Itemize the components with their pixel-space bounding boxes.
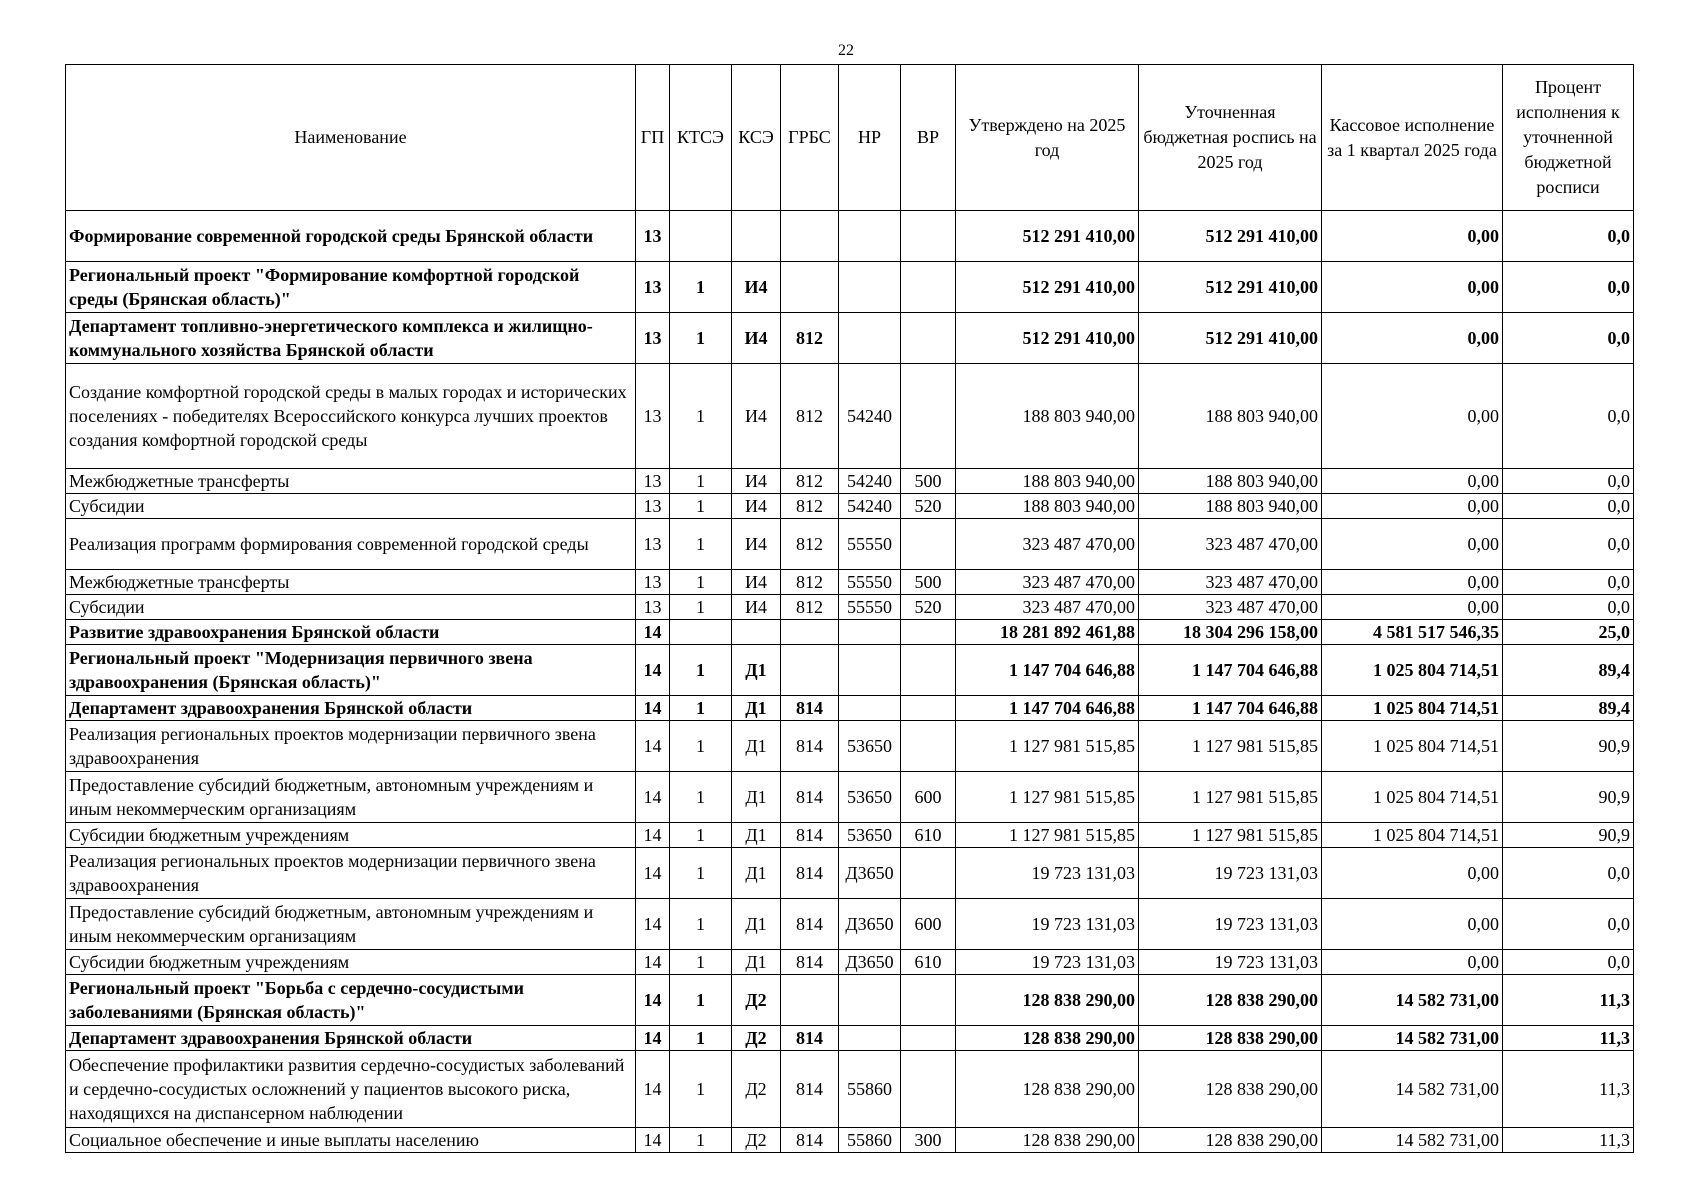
cell-cash: 0,00 [1322,469,1503,494]
cell-nr: 54240 [839,364,901,469]
cell-cash: 1 025 804 714,51 [1322,696,1503,721]
cell-kse: Д2 [732,975,781,1026]
cell-cash: 0,00 [1322,570,1503,595]
cell-kse: Д2 [732,1128,781,1153]
cell-nr [839,975,901,1026]
table-row [66,595,1634,620]
cell-ktse: 1 [670,494,732,519]
cell-grbs: 812 [781,595,839,620]
cell-grbs: 814 [781,1026,839,1051]
cell-nr: 55860 [839,1051,901,1128]
cell-percent: 0,0 [1503,211,1634,262]
cell-approved: 1 127 981 515,85 [956,823,1139,848]
table-row [66,620,1634,645]
cell-vr: 500 [901,570,956,595]
header-percent: Процент исполнения к уточненной бюджетной росписи [1503,65,1634,211]
cell-approved: 323 487 470,00 [956,570,1139,595]
cell-percent: 89,4 [1503,696,1634,721]
cell-approved: 323 487 470,00 [956,519,1139,570]
cell-refined: 1 147 704 646,88 [1139,645,1322,696]
cell-ktse: 1 [670,899,732,950]
cell-grbs: 814 [781,721,839,772]
cell-cash: 4 581 517 546,35 [1322,620,1503,645]
table-row [66,519,1634,570]
cell-cash: 0,00 [1322,848,1503,899]
cell-percent: 0,0 [1503,313,1634,364]
cell-refined: 1 127 981 515,85 [1139,823,1322,848]
cell-grbs: 814 [781,950,839,975]
cell-nr [839,1026,901,1051]
cell-cash: 14 582 731,00 [1322,1128,1503,1153]
table-row [66,772,1634,823]
cell-gp: 14 [636,899,670,950]
cell-percent: 0,0 [1503,848,1634,899]
cell-percent: 11,3 [1503,975,1634,1026]
cell-name: Департамент здравоохранения Брянской области [66,696,636,721]
cell-ktse: 1 [670,772,732,823]
cell-refined: 512 291 410,00 [1139,211,1322,262]
cell-vr: 300 [901,1128,956,1153]
cell-gp: 14 [636,975,670,1026]
cell-grbs: 812 [781,313,839,364]
table-row [66,469,1634,494]
cell-kse: Д1 [732,645,781,696]
cell-name: Департамент здравоохранения Брянской области [66,1026,636,1051]
cell-name: Реализация региональных проектов модернизации первичного звена здравоохранения [66,721,636,772]
cell-refined: 512 291 410,00 [1139,313,1322,364]
table-row [66,211,1634,262]
cell-nr: 55550 [839,595,901,620]
cell-refined: 1 147 704 646,88 [1139,696,1322,721]
cell-name: Формирование современной городской среды Брянской области [66,211,636,262]
cell-percent: 0,0 [1503,494,1634,519]
cell-ktse: 1 [670,823,732,848]
cell-approved: 19 723 131,03 [956,848,1139,899]
cell-refined: 1 127 981 515,85 [1139,772,1322,823]
header-row [66,65,1634,211]
cell-ktse: 1 [670,313,732,364]
cell-nr [839,696,901,721]
cell-nr: 55550 [839,570,901,595]
header-ktse: КТСЭ [670,65,732,211]
cell-vr: 610 [901,823,956,848]
cell-name: Субсидии бюджетным учреждениям [66,950,636,975]
cell-kse: Д1 [732,848,781,899]
cell-grbs [781,975,839,1026]
cell-approved: 1 147 704 646,88 [956,645,1139,696]
cell-name: Субсидии [66,595,636,620]
cell-kse: И4 [732,494,781,519]
cell-gp: 14 [636,721,670,772]
cell-cash: 14 582 731,00 [1322,1026,1503,1051]
cell-refined: 19 723 131,03 [1139,950,1322,975]
cell-ktse: 1 [670,721,732,772]
cell-grbs: 814 [781,823,839,848]
cell-gp: 14 [636,696,670,721]
cell-kse: И4 [732,595,781,620]
header-name: Наименование [66,65,636,211]
cell-kse: Д1 [732,696,781,721]
cell-kse: Д1 [732,772,781,823]
cell-gp: 14 [636,620,670,645]
cell-gp: 13 [636,262,670,313]
cell-name: Департамент топливно-энергетического комплекса и жилищно-коммунального хозяйства Брянской области [66,313,636,364]
cell-gp: 14 [636,1026,670,1051]
cell-refined: 128 838 290,00 [1139,1051,1322,1128]
cell-approved: 19 723 131,03 [956,950,1139,975]
cell-ktse: 1 [670,1051,732,1128]
cell-grbs: 812 [781,570,839,595]
table-row [66,899,1634,950]
cell-cash: 0,00 [1322,211,1503,262]
cell-cash: 0,00 [1322,950,1503,975]
cell-nr: 53650 [839,823,901,848]
cell-gp: 13 [636,519,670,570]
cell-percent: 89,4 [1503,645,1634,696]
budget-table [65,64,1634,1153]
cell-kse: И4 [732,519,781,570]
table-row [66,262,1634,313]
cell-approved: 188 803 940,00 [956,469,1139,494]
cell-ktse: 1 [670,645,732,696]
cell-cash: 0,00 [1322,494,1503,519]
cell-percent: 90,9 [1503,823,1634,848]
cell-vr: 600 [901,772,956,823]
cell-gp: 13 [636,469,670,494]
cell-kse: Д2 [732,1051,781,1128]
cell-name: Региональный проект "Модернизация первичного звена здравоохранения (Брянская область)" [66,645,636,696]
cell-kse [732,211,781,262]
cell-gp: 14 [636,1128,670,1153]
cell-nr: 53650 [839,721,901,772]
cell-approved: 512 291 410,00 [956,211,1139,262]
cell-percent: 0,0 [1503,570,1634,595]
cell-vr [901,696,956,721]
cell-cash: 0,00 [1322,262,1503,313]
cell-ktse: 1 [670,950,732,975]
cell-kse: Д1 [732,899,781,950]
cell-ktse [670,211,732,262]
cell-gp: 13 [636,494,670,519]
cell-gp: 13 [636,595,670,620]
cell-percent: 11,3 [1503,1026,1634,1051]
cell-kse: И4 [732,364,781,469]
table-row [66,950,1634,975]
cell-grbs: 814 [781,899,839,950]
cell-percent: 11,3 [1503,1051,1634,1128]
table-row [66,313,1634,364]
cell-cash: 0,00 [1322,313,1503,364]
cell-name: Субсидии [66,494,636,519]
cell-refined: 19 723 131,03 [1139,899,1322,950]
cell-refined: 323 487 470,00 [1139,570,1322,595]
cell-grbs: 814 [781,696,839,721]
cell-approved: 323 487 470,00 [956,595,1139,620]
cell-gp: 13 [636,313,670,364]
cell-kse: И4 [732,262,781,313]
cell-approved: 188 803 940,00 [956,494,1139,519]
cell-ktse: 1 [670,570,732,595]
cell-grbs [781,262,839,313]
cell-cash: 0,00 [1322,899,1503,950]
cell-grbs: 812 [781,364,839,469]
cell-refined: 19 723 131,03 [1139,848,1322,899]
cell-refined: 512 291 410,00 [1139,262,1322,313]
cell-nr [839,313,901,364]
cell-ktse: 1 [670,1128,732,1153]
cell-refined: 188 803 940,00 [1139,364,1322,469]
cell-ktse: 1 [670,595,732,620]
cell-ktse: 1 [670,1026,732,1051]
cell-vr [901,364,956,469]
header-nr: НР [839,65,901,211]
cell-vr [901,211,956,262]
header-approved: Утверждено на 2025 год [956,65,1139,211]
cell-ktse: 1 [670,519,732,570]
cell-nr [839,262,901,313]
cell-refined: 128 838 290,00 [1139,1128,1322,1153]
cell-name: Региональный проект "Формирование комфортной городской среды (Брянская область)" [66,262,636,313]
cell-grbs [781,645,839,696]
cell-nr: Д3650 [839,899,901,950]
cell-refined: 128 838 290,00 [1139,1026,1322,1051]
cell-nr: Д3650 [839,848,901,899]
cell-gp: 14 [636,950,670,975]
cell-gp: 14 [636,848,670,899]
cell-grbs: 814 [781,1128,839,1153]
cell-cash: 1 025 804 714,51 [1322,721,1503,772]
table-row [66,1026,1634,1051]
cell-kse: И4 [732,469,781,494]
cell-nr [839,620,901,645]
table-row [66,721,1634,772]
cell-name: Межбюджетные трансферты [66,469,636,494]
table-row [66,823,1634,848]
cell-approved: 19 723 131,03 [956,899,1139,950]
cell-approved: 512 291 410,00 [956,262,1139,313]
cell-kse: И4 [732,570,781,595]
table-row [66,570,1634,595]
cell-kse: Д1 [732,823,781,848]
cell-gp: 14 [636,823,670,848]
cell-percent: 0,0 [1503,950,1634,975]
cell-vr: 520 [901,595,956,620]
cell-name: Предоставление субсидий бюджетным, автономным учреждениям и иным некоммерческим организациям [66,772,636,823]
table-body [66,211,1634,1153]
cell-ktse: 1 [670,696,732,721]
cell-approved: 128 838 290,00 [956,1051,1139,1128]
cell-percent: 0,0 [1503,519,1634,570]
header-cash: Кассовое исполнение за 1 квартал 2025 года [1322,65,1503,211]
cell-vr: 520 [901,494,956,519]
cell-percent: 0,0 [1503,469,1634,494]
cell-vr: 610 [901,950,956,975]
cell-refined: 323 487 470,00 [1139,595,1322,620]
cell-percent: 90,9 [1503,772,1634,823]
cell-refined: 188 803 940,00 [1139,494,1322,519]
cell-nr: Д3650 [839,950,901,975]
cell-grbs: 814 [781,772,839,823]
cell-cash: 0,00 [1322,364,1503,469]
cell-vr [901,262,956,313]
table-row [66,848,1634,899]
cell-approved: 128 838 290,00 [956,1026,1139,1051]
cell-grbs: 814 [781,1051,839,1128]
cell-gp: 13 [636,364,670,469]
table-row [66,364,1634,469]
cell-grbs: 812 [781,469,839,494]
cell-kse: Д1 [732,721,781,772]
cell-cash: 0,00 [1322,595,1503,620]
cell-approved: 188 803 940,00 [956,364,1139,469]
cell-name: Развитие здравоохранения Брянской области [66,620,636,645]
cell-cash: 14 582 731,00 [1322,975,1503,1026]
cell-vr [901,645,956,696]
cell-refined: 18 304 296 158,00 [1139,620,1322,645]
cell-approved: 18 281 892 461,88 [956,620,1139,645]
cell-refined: 1 127 981 515,85 [1139,721,1322,772]
cell-grbs: 814 [781,848,839,899]
header-gp: ГП [636,65,670,211]
cell-nr [839,645,901,696]
table-row [66,696,1634,721]
cell-grbs [781,620,839,645]
header-vr: ВР [901,65,956,211]
header-refined: Уточненная бюджетная роспись на 2025 год [1139,65,1322,211]
cell-ktse: 1 [670,848,732,899]
cell-vr [901,848,956,899]
cell-vr [901,313,956,364]
cell-name: Социальное обеспечение и иные выплаты населению [66,1128,636,1153]
cell-kse [732,620,781,645]
cell-vr [901,620,956,645]
cell-nr: 55550 [839,519,901,570]
cell-nr: 54240 [839,494,901,519]
cell-vr [901,721,956,772]
table-row [66,1051,1634,1128]
cell-grbs: 812 [781,494,839,519]
cell-name: Субсидии бюджетным учреждениям [66,823,636,848]
cell-percent: 0,0 [1503,364,1634,469]
cell-vr [901,975,956,1026]
cell-grbs: 812 [781,519,839,570]
table-row [66,1128,1634,1153]
cell-name: Межбюджетные трансферты [66,570,636,595]
header-grbs: ГРБС [781,65,839,211]
cell-kse: Д1 [732,950,781,975]
cell-approved: 1 127 981 515,85 [956,772,1139,823]
cell-approved: 128 838 290,00 [956,1128,1139,1153]
cell-ktse: 1 [670,262,732,313]
cell-approved: 512 291 410,00 [956,313,1139,364]
cell-name: Предоставление субсидий бюджетным, автономным учреждениям и иным некоммерческим организациям [66,899,636,950]
cell-gp: 14 [636,1051,670,1128]
cell-ktse [670,620,732,645]
cell-percent: 11,3 [1503,1128,1634,1153]
cell-approved: 128 838 290,00 [956,975,1139,1026]
cell-nr: 55860 [839,1128,901,1153]
cell-vr: 600 [901,899,956,950]
cell-nr [839,211,901,262]
cell-cash: 1 025 804 714,51 [1322,772,1503,823]
cell-nr: 53650 [839,772,901,823]
cell-name: Создание комфортной городской среды в малых городах и исторических поселениях - победителях Всероссийского конкурса лучших проектов создания комфортной городской среды [66,364,636,469]
cell-refined: 128 838 290,00 [1139,975,1322,1026]
cell-grbs [781,211,839,262]
cell-cash: 1 025 804 714,51 [1322,823,1503,848]
cell-name: Региональный проект "Борьба с сердечно-сосудистыми заболеваниями (Брянская область)" [66,975,636,1026]
cell-percent: 0,0 [1503,262,1634,313]
cell-refined: 188 803 940,00 [1139,469,1322,494]
cell-gp: 13 [636,211,670,262]
cell-ktse: 1 [670,975,732,1026]
cell-kse: Д2 [732,1026,781,1051]
cell-name: Реализация программ формирования современной городской среды [66,519,636,570]
page-number: 22 [838,42,854,59]
cell-cash: 14 582 731,00 [1322,1051,1503,1128]
cell-vr [901,519,956,570]
cell-gp: 14 [636,645,670,696]
cell-vr [901,1051,956,1128]
cell-refined: 323 487 470,00 [1139,519,1322,570]
cell-vr: 500 [901,469,956,494]
cell-cash: 0,00 [1322,519,1503,570]
cell-kse: И4 [732,313,781,364]
cell-percent: 0,0 [1503,595,1634,620]
header-kse: КСЭ [732,65,781,211]
cell-nr: 54240 [839,469,901,494]
cell-name: Реализация региональных проектов модернизации первичного звена здравоохранения [66,848,636,899]
cell-approved: 1 127 981 515,85 [956,721,1139,772]
cell-ktse: 1 [670,364,732,469]
cell-gp: 13 [636,570,670,595]
cell-gp: 14 [636,772,670,823]
cell-cash: 1 025 804 714,51 [1322,645,1503,696]
table-row [66,975,1634,1026]
table-row [66,645,1634,696]
cell-vr [901,1026,956,1051]
cell-percent: 25,0 [1503,620,1634,645]
cell-percent: 0,0 [1503,899,1634,950]
cell-percent: 90,9 [1503,721,1634,772]
table-row [66,494,1634,519]
cell-approved: 1 147 704 646,88 [956,696,1139,721]
cell-name: Обеспечение профилактики развития сердечно-сосудистых заболеваний и сердечно-сосудистых осложнений у пациентов высокого риска, находящихся на диспансерном наблюдении [66,1051,636,1128]
cell-ktse: 1 [670,469,732,494]
